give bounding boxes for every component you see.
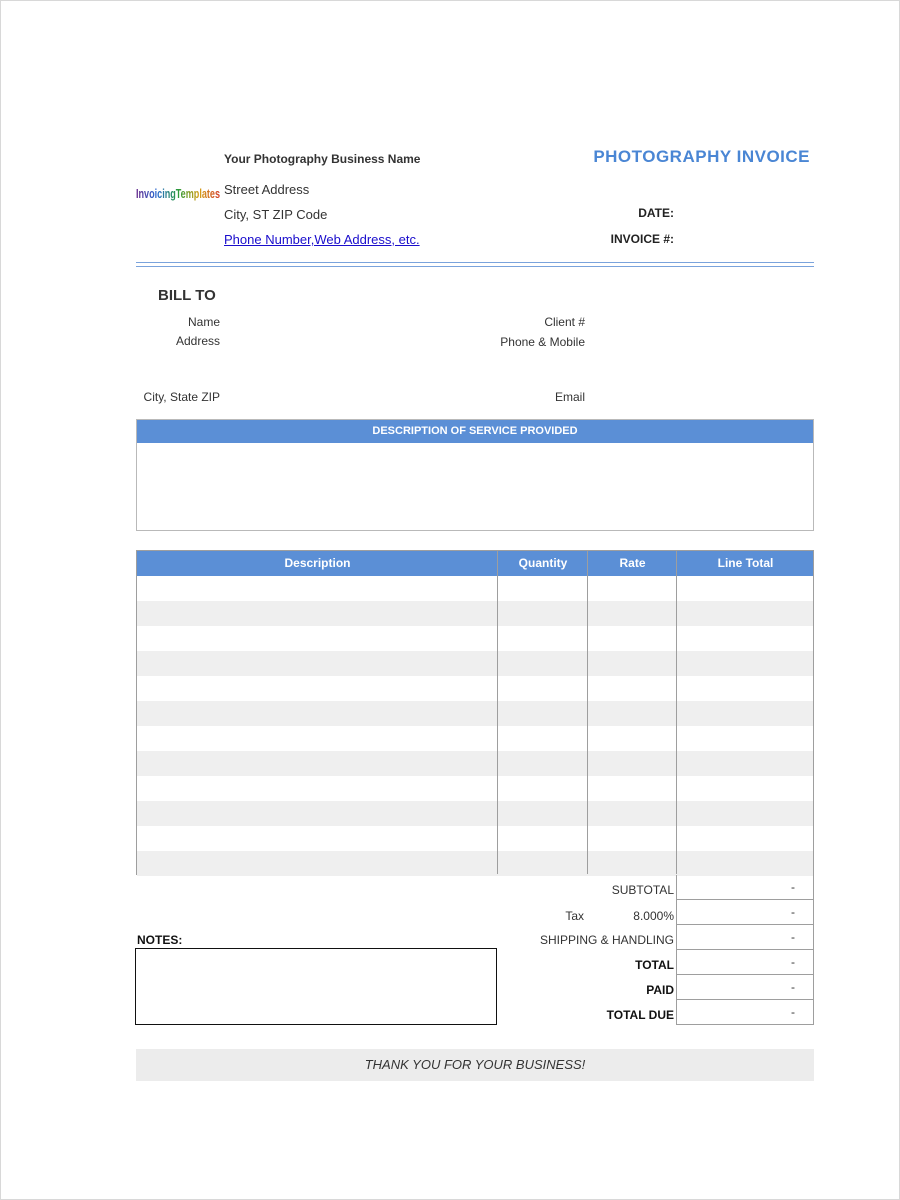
svg-text:InvoicingTemplates: InvoicingTemplates [136,186,220,201]
tax-label: Tax [565,909,584,923]
table-row[interactable] [137,576,813,601]
table-row[interactable] [137,801,813,826]
column-header-quantity: Quantity [518,556,568,570]
subtotal-value: - [676,875,814,900]
tax-rate: 8.000% [633,909,674,923]
service-description-box[interactable] [136,419,814,531]
invoicing-templates-logo [136,176,222,212]
business-city: City, ST ZIP Code [224,207,328,222]
table-row[interactable] [137,826,813,851]
email-label: Email [554,390,585,404]
invoice-number-label: INVOICE #: [610,232,674,246]
column-divider [497,551,498,874]
total-value: - [676,950,814,975]
column-header-rate: Rate [619,556,646,570]
paid-value: - [676,975,814,1000]
name-label: Name [187,315,220,329]
business-name: Your Photography Business Name [224,152,421,166]
business-contact-link[interactable]: Phone Number,Web Address, etc. [224,232,420,247]
address-label: Address [175,334,220,348]
column-header-line-total: Line Total [717,556,774,570]
notes-box[interactable] [135,948,497,1025]
total-due-label: TOTAL DUE [606,1008,674,1022]
table-row[interactable] [137,701,813,726]
invoice-title: PHOTOGRAPHY INVOICE [593,147,810,166]
table-row[interactable] [137,751,813,776]
table-row[interactable] [137,851,813,876]
column-divider [676,551,677,874]
shipping-handling-value: - [676,925,814,950]
line-items-header [137,551,813,576]
total-due-value: - [676,1000,814,1025]
column-header-description: Description [284,556,351,570]
bill-to-heading: BILL TO [158,287,216,304]
table-row[interactable] [137,601,813,626]
notes-label: NOTES: [137,933,183,947]
header-divider-top [136,262,814,263]
table-row[interactable] [137,626,813,651]
table-row[interactable] [137,726,813,751]
header-divider-bottom [136,266,814,267]
table-row[interactable] [137,776,813,801]
column-divider [587,551,588,874]
phone-mobile-label: Phone & Mobile [500,335,585,349]
table-row[interactable] [137,676,813,701]
client-number-label: Client # [544,315,585,329]
paid-label: PAID [646,983,674,997]
business-street: Street Address [224,182,310,197]
line-items-table [136,550,814,875]
subtotal-label: SUBTOTAL [611,883,674,897]
table-row[interactable] [137,651,813,676]
city-state-zip-label: City, State ZIP [143,390,220,404]
tax-value: - [676,900,814,925]
service-description-header: DESCRIPTION OF SERVICE PROVIDED [137,420,813,443]
total-label: TOTAL [635,958,674,972]
thank-you-footer: THANK YOU FOR YOUR BUSINESS! [136,1049,814,1081]
shipping-handling-label: SHIPPING & HANDLING [539,933,674,947]
date-label: DATE: [638,206,674,220]
